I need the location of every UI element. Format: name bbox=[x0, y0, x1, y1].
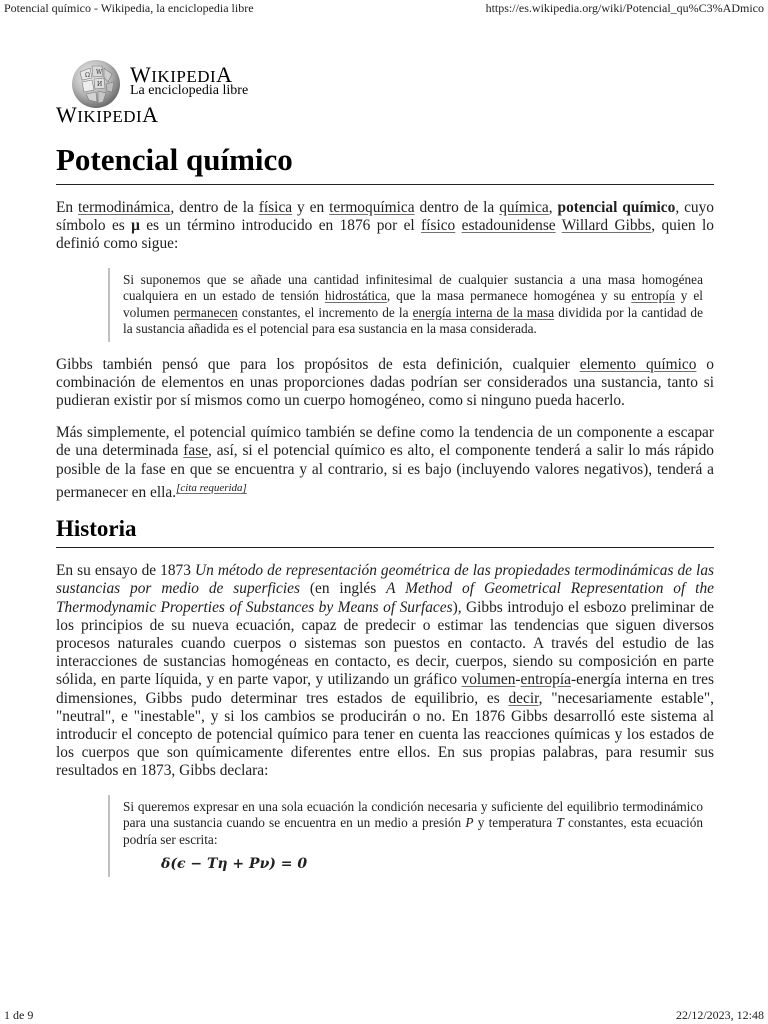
link-quimica[interactable]: química bbox=[499, 199, 549, 216]
blockquote-gibbs-definition: Si suponemos que se añade una cantidad infinitesimal de cualquier sustancia a una masa homogénea cualquiera en un estado de tensión hidrostática, que la masa permanece homogénea y su entropía y el volumen permanecen constantes, el incremento de la energía interna de la masa dividida por la cantidad de la sustancia añadida es el potencial para esa sustancia en la masa considerada. bbox=[108, 268, 703, 342]
print-footer bbox=[0, 1006, 768, 1024]
term-potencial-quimico: potencial químico bbox=[557, 199, 676, 216]
page-title: Potencial químico bbox=[56, 142, 714, 185]
print-header-title: Potencial químico - Wikipedia, la enciclopedia libre bbox=[4, 1, 254, 15]
link-elemento-quimico[interactable]: elemento químico bbox=[579, 355, 697, 373]
link-fisica[interactable]: física bbox=[258, 199, 293, 216]
symbol-mu: μ bbox=[131, 217, 140, 235]
page-number: 1 de 9 bbox=[4, 1008, 34, 1022]
link-hidrostatica[interactable]: hidrostática bbox=[324, 288, 387, 304]
wikipedia-tagline: La enciclopedia libre bbox=[130, 83, 249, 98]
link-permanecen[interactable]: permanecen bbox=[173, 304, 238, 320]
paragraph-elemento-quimico: Gibbs también pensó que para los propósitos de esta definición, cualquier elemento químico o combinación de elementos en unas proporciones dadas podrían ser considerados una sustancia, tanto si pudieran existir por sí mismos como un cuerpo homogéneo, como si ninguno pueda hacerlo. bbox=[56, 355, 714, 410]
link-willard-gibbs[interactable]: Willard Gibbs bbox=[561, 217, 652, 235]
svg-text:W: W bbox=[96, 69, 103, 76]
link-termodinamica[interactable]: termodinámica bbox=[78, 199, 171, 216]
print-header bbox=[0, 0, 768, 18]
svg-text:И: И bbox=[97, 81, 103, 88]
link-energia-interna[interactable]: energía interna de la masa bbox=[412, 304, 555, 320]
intro-paragraph: En termodinámica, dentro de la física y en termoquímica dentro de la química, potencial químico, cuyo símbolo es μ es un término introducido en 1876 por el físico estadounidense Willard Gibbs, quien lo definió como sigue: bbox=[56, 199, 714, 253]
gibbs-formula: δ(ϵ − Tη + Pν) = 0 bbox=[161, 856, 308, 873]
print-header-url[interactable]: https://es.wikipedia.org/wiki/Potencial_qu%C3%ADmico bbox=[485, 1, 764, 15]
section-heading-historia: Historia bbox=[56, 516, 714, 548]
wikipedia-logo[interactable] bbox=[56, 56, 276, 126]
link-fase[interactable]: fase bbox=[183, 442, 209, 460]
paragraph-tendencia: Más simplemente, el potencial químico también se define como la tendencia de un componente a escapar de una determinada fase, así, si el potencial químico es alto, el componente tenderá a salir lo más rápido posible de la fase en que se encuentra y al contrario, si es bajo (incluyendo valores negativos), tenderá a permanecer en ella.[cita requerida] bbox=[56, 424, 714, 501]
print-datetime: 22/12/2023, 12:48 bbox=[675, 1008, 764, 1022]
wikipedia-wordmark-secondary: WIKIPEDIA bbox=[56, 102, 159, 127]
link-decir[interactable]: decir bbox=[508, 689, 539, 707]
link-volumen[interactable]: volumen bbox=[461, 671, 516, 689]
citation-needed-link[interactable]: [cita requerida] bbox=[176, 481, 247, 494]
wikipedia-wordmark: WIKIPEDIA bbox=[130, 62, 233, 87]
link-entropia[interactable]: entropía bbox=[631, 288, 675, 304]
svg-text:Ω: Ω bbox=[85, 72, 90, 79]
paragraph-historia: En su ensayo de 1873 Un método de representación geométrica de las propiedades termodinámicas de las sustancias por medio de superficies (en inglés A Method of Geometrical Representation of the Thermodynamic Properties of Substances by Means of Surfaces), Gibbs introdujo el esbozo preliminar de los principios de su nueva ecuación, capaz de predecir o estimar las tendencias que siguen diversos procesos naturales cuando cuerpos o sistemas son puestos en contacto. A través del estudio de las interacciones de sustancias homogéneas en contacto, es decir, cuerpos, siendo su composición en parte sólida, en parte líquida, y en parte vapor, y utilizando un gráfico volumen-entropía-energía interna en tres dimensiones, Gibbs pudo determinar tres estados de equilibrio, es decir, "necesariamente estable", "neutral", e "inestable", y si los cambios se producirán o no. En 1876 Gibbs desarrolló este sistema al introducir el concepto de potencial químico para tener en cuenta las reacciones químicas y los estados de los cuerpos que son químicamente diferentes entre ellos. En sus propias palabras, para resumir sus resultados en 1873, Gibbs declara: bbox=[56, 562, 715, 780]
link-termoquimica[interactable]: termoquímica bbox=[329, 199, 415, 216]
blockquote-gibbs-equation: Si queremos expresar en una sola ecuación la condición necesaria y suficiente del equilibrio termodinámico para una sustancia cuando se encuentra en un medio a presión P y temperatura T constantes, esta ecuación podría ser escrita: δ(ϵ − Tη + Pν) = 0 bbox=[108, 795, 703, 877]
link-estadounidense[interactable]: estadounidense bbox=[461, 217, 556, 235]
article-content bbox=[56, 199, 714, 891]
link-entropia-2[interactable]: entropía bbox=[520, 671, 571, 689]
link-fisico[interactable]: físico bbox=[421, 217, 456, 235]
